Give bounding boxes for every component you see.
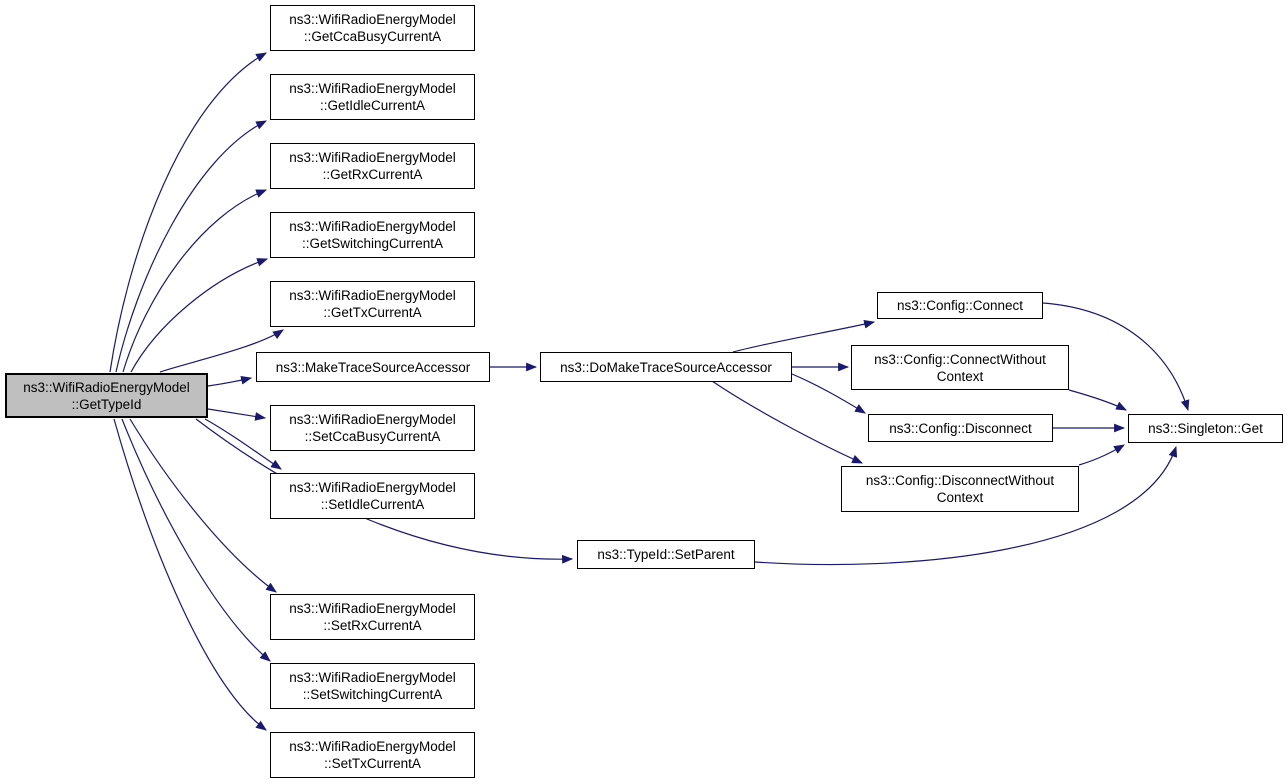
node-label-line1: ns3::DoMakeTraceSourceAccessor xyxy=(560,359,772,375)
node-label-line1: ns3::Config::Connect xyxy=(896,298,1024,313)
node-label-line1: ns3::WifiRadioEnergyModel xyxy=(289,12,456,27)
node-label-line1: ns3::Config::Disconnect xyxy=(889,420,1032,436)
node-label-line1: ns3::Config::ConnectWithout xyxy=(874,351,1046,367)
node-type-id-set-parent[interactable] xyxy=(577,540,755,569)
node-get-idle-current-a[interactable] xyxy=(270,74,475,120)
node-label-line1: ns3::Config::DisconnectWithout xyxy=(865,473,1055,488)
node-label-line2: ::GetRxCurrentA xyxy=(322,167,423,182)
node-get-rx-current-a[interactable] xyxy=(270,143,475,189)
node-label-line2: ::SetSwitchingCurrentA xyxy=(302,687,443,702)
node-set-switching-current-a[interactable] xyxy=(270,663,475,709)
node-label-line1: ns3::WifiRadioEnergyModel xyxy=(289,739,456,754)
edge-get-type-id-to-make-trace xyxy=(208,378,251,386)
node-config-disconnect[interactable] xyxy=(868,414,1053,442)
node-set-rx-current-a[interactable] xyxy=(270,594,475,640)
node-label-line1: ns3::TypeId::SetParent xyxy=(597,547,735,562)
edge-get-type-id-to-get-cca-busy xyxy=(110,53,266,372)
edge-get-type-id-to-set-tx xyxy=(114,419,266,730)
edge-get-type-id-to-set-cca-busy xyxy=(208,409,265,418)
node-label-line2: ::SetRxCurrentA xyxy=(323,618,422,633)
node-set-idle-current-a[interactable] xyxy=(270,473,475,519)
node-set-cca-busy-current-a[interactable] xyxy=(270,405,475,451)
node-label-line1: ns3::WifiRadioEnergyModel xyxy=(23,379,190,395)
node-label-line1: ns3::WifiRadioEnergyModel xyxy=(289,288,456,303)
node-get-type-id-focus xyxy=(5,373,208,418)
node-singleton-get[interactable] xyxy=(1128,414,1283,443)
node-label-line2: ::SetIdleCurrentA xyxy=(320,497,425,512)
node-label-line1: ns3::WifiRadioEnergyModel xyxy=(289,670,456,685)
node-label-line1: ns3::Singleton::Get xyxy=(1148,421,1263,436)
node-get-cca-busy-current-a[interactable] xyxy=(270,5,475,51)
edge-get-type-id-to-set-rx xyxy=(130,419,276,592)
node-label-line2: ::GetIdleCurrentA xyxy=(319,98,426,113)
edge-do-make-trace-to-config-disconnect-wo xyxy=(712,381,862,463)
edge-config-disconnect-wo-to-singleton-get xyxy=(1079,445,1124,465)
node-label-line2: ::GetCcaBusyCurrentA xyxy=(303,29,442,44)
node-label-line2: Context xyxy=(936,368,984,384)
node-config-disconnect-without-context[interactable] xyxy=(841,466,1079,512)
node-label-line2: ::GetSwitchingCurrentA xyxy=(301,236,444,251)
node-label-line2: ::GetTypeId xyxy=(71,396,142,412)
node-label-line1: ns3::WifiRadioEnergyModel xyxy=(289,412,456,427)
node-get-tx-current-a[interactable] xyxy=(270,281,475,327)
node-label-line2: ::SetCcaBusyCurrentA xyxy=(304,429,441,444)
edge-config-connect-wo-to-singleton-get xyxy=(1069,390,1126,410)
node-set-tx-current-a[interactable] xyxy=(270,732,475,778)
node-label-line2: Context xyxy=(936,490,984,505)
node-label-line1: ns3::MakeTraceSourceAccessor xyxy=(275,359,471,375)
node-label-line1: ns3::WifiRadioEnergyModel xyxy=(289,219,456,234)
node-label-line1: ns3::WifiRadioEnergyModel xyxy=(289,81,456,96)
node-label-line2: ::SetTxCurrentA xyxy=(324,756,421,771)
node-label-line2: ::GetTxCurrentA xyxy=(323,305,422,320)
node-do-make-trace-source-accessor[interactable] xyxy=(540,352,792,382)
node-label-line1: ns3::WifiRadioEnergyModel xyxy=(289,480,456,495)
node-get-switching-current-a[interactable] xyxy=(270,212,475,258)
node-make-trace-source-accessor[interactable] xyxy=(256,352,490,382)
node-label-line1: ns3::WifiRadioEnergyModel xyxy=(289,150,456,165)
node-config-connect-without-context[interactable] xyxy=(851,345,1069,390)
node-config-connect[interactable] xyxy=(877,292,1043,319)
node-label-line1: ns3::WifiRadioEnergyModel xyxy=(289,601,456,616)
edge-get-type-id-to-get-switching xyxy=(131,259,267,372)
